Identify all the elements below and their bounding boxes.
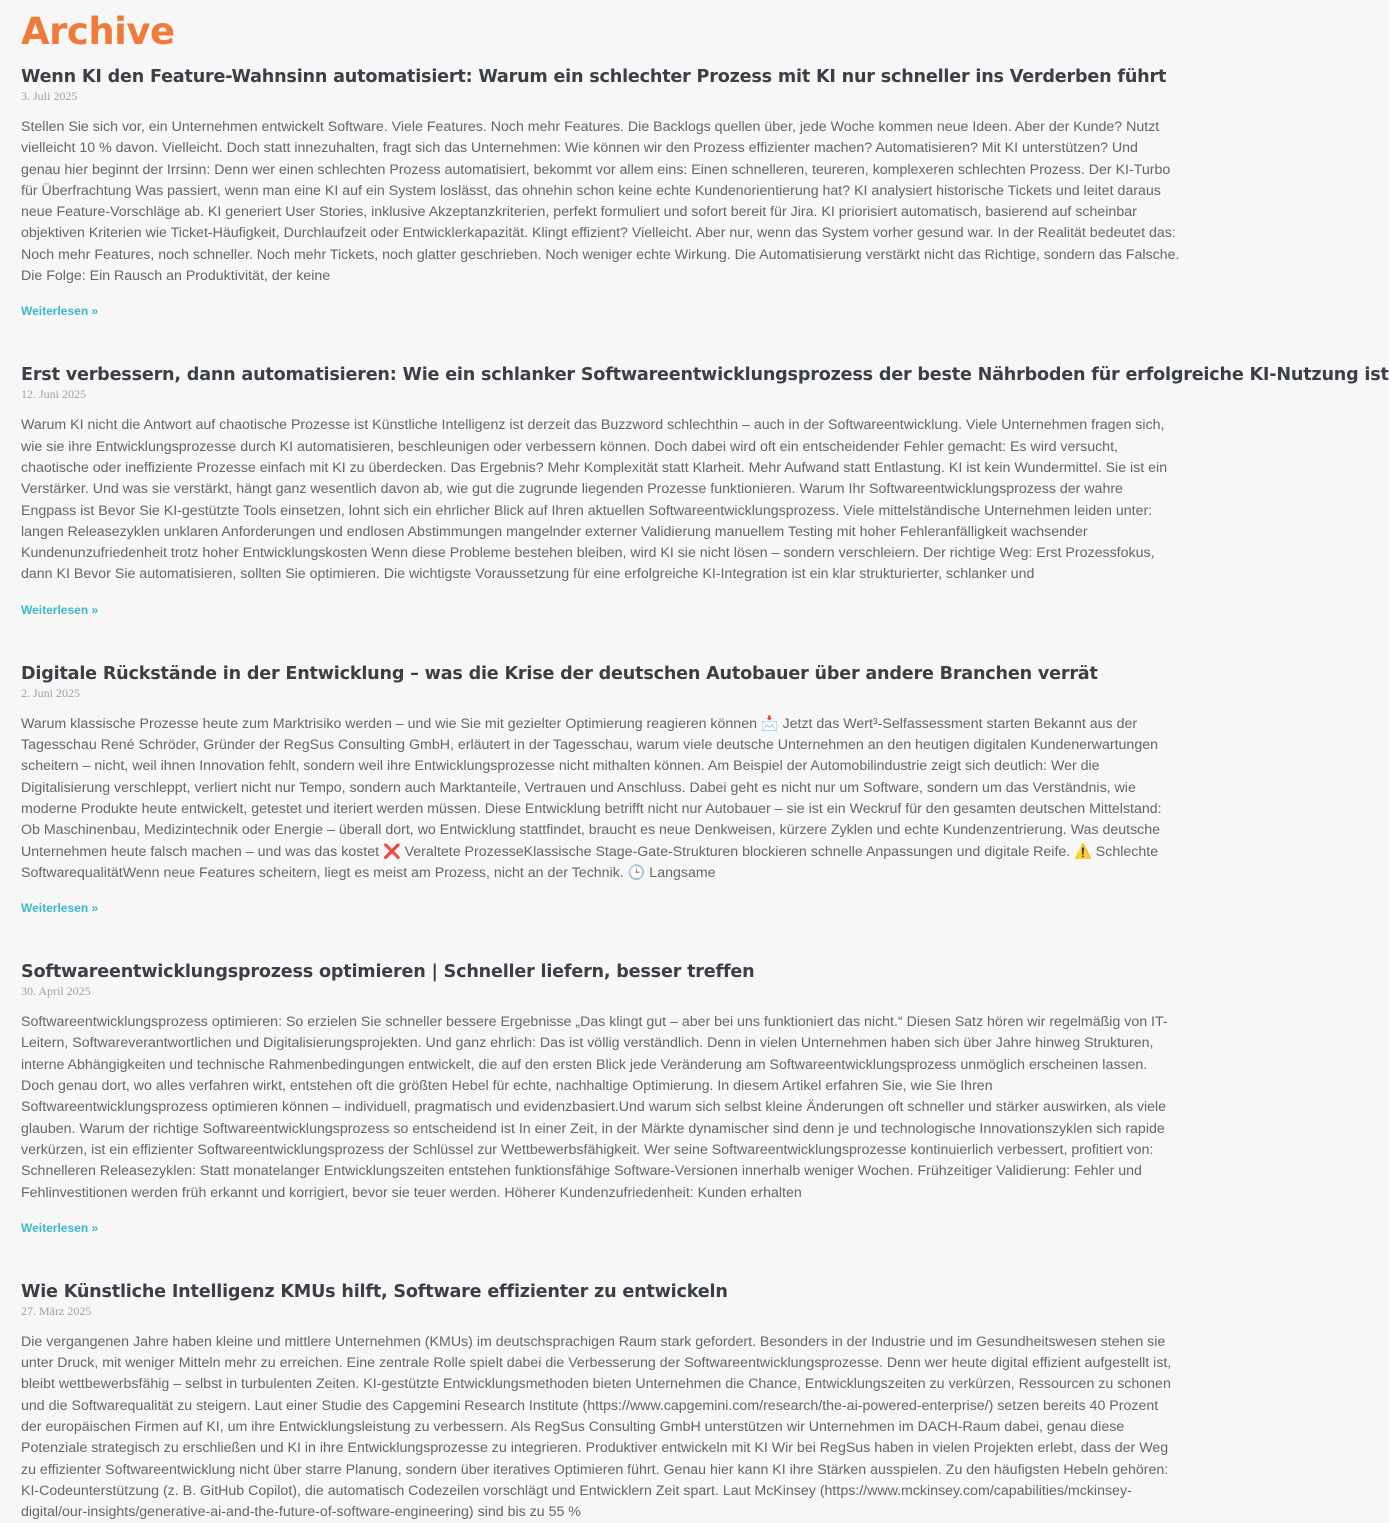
post-2 — [21, 364, 1389, 618]
post-1 — [21, 66, 1180, 320]
post-date: 30. April 2025 — [21, 984, 91, 999]
post-excerpt: Stellen Sie sich vor, ein Unternehmen entwickelt Software. Viele Features. Noch mehr Features. Die Backlogs quellen über, jede Woche kommen neue Ideen. Aber der Kunde? Nutzt vielleicht 10 % davon. Vielleicht. Doch statt innezuhalten, fragt sich das Unternehmen: Wie können wir den Prozess effizienter machen? Automatisieren? Mit KI unterstützen? Und genau hier beginnt der Irrsinn: Denn wer einen schlechten Prozess automatisiert, bekommt vor allem eins: Einen schnelleren, teureren, komplexeren schlechten Prozess. Der KI-Turbo für Überfrachtung Was passiert, wenn man eine KI auf ein System loslässt, das ohnehin schon keine echte Kundenorientierung hat? KI analysiert historische Tickets und leitet daraus neue Feature-Vorschläge ab. KI generiert User Stories, inklusive Akzeptanzkriterien, perfekt formuliert und sofort bereit für Jira. KI priorisiert automatisch, basierend auf scheinbar objektiven Kriterien wie Ticket-Häufigkeit, Durchlaufzeit oder Entwicklerkapazität. Klingt effizient? Vielleicht. Aber nur, wenn das System vorher gesund war. In der Realität bedeutet das: Noch mehr Features, noch schneller. Noch mehr Tickets, noch glatter geschrieben. Noch weniger echte Wirkung. Die Automatisierung verstärkt nicht das Richtige, sondern das Falsche. Die Folge: Ein Rausch an Produktivität, der keine — [21, 119, 1180, 285]
post-date: 3. Juli 2025 — [21, 89, 78, 103]
post-4 — [21, 961, 1180, 1237]
read-more-link[interactable]: Weiterlesen » — [21, 304, 99, 319]
post-title[interactable]: Digitale Rückstände in der Entwicklung – was die Krise der deutschen Autobauer über andere Branchen verrät — [21, 663, 1098, 684]
post-title[interactable]: Softwareentwicklungsprozess optimieren | Schneller liefern, besser treffen — [21, 962, 755, 983]
post-3 — [21, 663, 1180, 917]
post-title[interactable]: Erst verbessern, dann automatisieren: Wie ein schlanker Softwareentwicklungsprozess der beste Nährboden für erfolgreiche KI-Nutzung ist — [21, 365, 1389, 386]
post-excerpt: Warum KI nicht die Antwort auf chaotische Prozesse ist Künstliche Intelligenz ist derzeit das Buzzword schlechthin – auch in der Softwareentwicklung. Viele Unternehmen fragen sich, wie sie ihre Entwicklungsprozesse durch KI automatisieren, beschleunigen oder verbessern können. Doch dabei wird oft ein entscheidender Fehler gemacht: Es wird versucht, chaotische oder ineffiziente Prozesse einfach mit KI zu überdecken. Das Ergebnis? Mehr Komplexität statt Klarheit. Mehr Aufwand statt Entlastung. KI ist kein Wundermittel. Sie ist ein Verstärker. Und was sie verstärkt, hängt ganz wesentlich davon ab, wie gut die zugrunde liegenden Prozesse funktionieren. Warum Ihr Softwareentwicklungsprozess der wahre Engpass ist Bevor Sie KI-gestützte Tools einsetzen, lohnt sich ein ehrlicher Blick auf Ihren aktuellen Softwareentwicklungsprozess. Viele mittelständische Unternehmen leiden unter: langen Releasezyklen unklaren Anforderungen und endlosen Abstimmungen mangelnder externer Validierung manuellem Testing mit hoher Fehleranfälligkeit wachsender Kundenunzufriedenheit trotz hoher Entwicklungskosten Wenn diese Probleme bestehen bleiben, wird KI sie nicht lösen – sondern verschleiern. Der richtige Weg: Erst Prozessfokus, dann KI Bevor Sie automatisieren, sollten Sie optimieren. Die wichtigste Voraussetzung für eine erfolgreiche KI-Integration ist ein klar strukturierter, schlanker und — [21, 417, 1168, 583]
post-excerpt: Warum klassische Prozesse heute zum Marktrisiko werden – und wie Sie mit gezielter Optimierung reagieren können 📩 Jetzt das Wert³-Selfassessment starten Bekannt aus der Tagesschau René Schröder, Gründer der RegSus Consulting GmbH, erläutert in der Tagesschau, warum viele deutsche Unternehmen an den heutigen digitalen Kundenerwartungen scheitern – nicht, weil ihnen Innovation fehlt, sondern weil ihre Entwicklungsprozesse nicht mithalten können. Am Beispiel der Automobilindustrie zeigt sich deutlich: Wer die Digitalisierung verschleppt, verliert nicht nur Tempo, sondern auch Marktanteile, Vertrauen und Anschluss. Dabei geht es nicht nur um Software, sondern um das Verständnis, wie moderne Produkte heute entwickelt, getestet und iteriert werden müssen. Diese Entwicklung betrifft nicht nur Autobauer – sie ist ein Weckruf für den gesamten deutschen Mittelstand: Ob Maschinenbau, Medizintechnik oder Energie – überall dort, wo Entwicklung stattfindet, braucht es neue Denkweisen, kürzere Zyklen und echte Kundenzentrierung. Was deutsche Unternehmen heute falsch machen – und was das kostet ❌ Veraltete ProzesseKlassische Stage-Gate-Strukturen blockieren schnelle Anpassungen und digitale Reife. ⚠️ Schlechte SoftwarequalitätWenn neue Features scheitern, liegt es meist am Prozess, nicht an der Technik. 🕒 Langsame — [21, 715, 1162, 881]
read-more-link[interactable]: Weiterlesen » — [21, 901, 99, 916]
post-date: 2. Juni 2025 — [21, 685, 81, 700]
post-date: 12. Juni 2025 — [21, 387, 87, 402]
page-title: Archive — [21, 10, 175, 53]
read-more-link[interactable]: Weiterlesen » — [21, 1220, 99, 1235]
post-excerpt: Softwareentwicklungsprozess optimieren: So erzielen Sie schneller bessere Ergebnisse „Das klingt gut – aber bei uns funktioniert das nicht.“ Diesen Satz hören wir regelmäßig von IT-Leitern, Softwareverantwortlichen und Digitalisierungsprojekten. Und ganz ehrlich: Das ist völlig verständlich. Denn in vielen Unternehmen haben sich über Jahre hinweg Strukturen, interne Abhängigkeiten und technische Rahmenbedingungen entwickelt, die auf den ersten Blick jede Veränderung am Softwareentwicklungsprozess unmöglich erscheinen lassen. Doch genau dort, wo alles verfahren wirkt, entstehen oft die größten Hebel für echte, nachhaltige Optimierung. In diesem Artikel erfahren Sie, wie Sie Ihren Softwareentwicklungsprozess optimieren können – individuell, pragmatisch und evidenzbasiert.Und warum sich selbst kleine Änderungen oft schneller und stärker auswirken, als viele glauben. Warum der richtige Softwareentwicklungsprozess so entscheidend ist In einer Zeit, in der Märkte dynamischer sind denn je und technologische Innovationszyklen sich rapide verkürzen, ist ein effizienter Softwareentwicklungsprozess der Schlüssel zur Wettbewerbsfähigkeit. Wer seine Softwareentwicklungsprozesse kontinuierlich verbessert, profitiert von: Schnelleren Releasezyklen: Statt monatelanger Entwicklungszeiten entstehen funktionsfähige Software-Versionen innerhalb weniger Wochen. Frühzeitiger Validierung: Fehler und Fehlinvestitionen werden früh erkannt und korrigiert, bevor sie teuer werden. Höherer Kundenzufriedenheit: Kunden erhalten — [21, 1014, 1168, 1201]
post-date: 27. März 2025 — [21, 1303, 92, 1318]
post-excerpt: Die vergangenen Jahre haben kleine und mittlere Unternehmen (KMUs) im deutschsprachigen Raum stark gefordert. Besonders in der Industrie und im Gesundheitswesen stehen sie unter Druck, mit weniger Mitteln mehr zu erreichen. Eine zentrale Rolle spielt dabei die Verbesserung der Softwareentwicklungsprozesse. Denn wer heute digital effizient aufgestellt ist, bleibt wettbewerbsfähig – selbst in turbulenten Zeiten. KI-gestützte Entwicklungsmethoden bieten Unternehmen die Chance, Entwicklungszeiten zu verkürzen, Ressourcen zu schonen und die Softwarequalität zu steigern. Laut einer Studie des Capgemini Research Institute (https://www.capgemini.com/research/the-ai-powered-enterprise/) setzen bereits 40 Prozent der europäischen Firmen auf KI, um ihre Entwicklungsleistung zu verbessern. Als RegSus Consulting GmbH unterstützen wir Unternehmen im DACH-Raum dabei, genau diese Potenziale strategisch zu erschließen und KI in ihre Entwicklungsprozesse zu integrieren. Produktiver entwickeln mit KI Wir bei RegSus haben in vielen Projekten erlebt, dass der Weg zu effizienter Softwareentwicklung nicht über starre Planung, sondern über iteratives Optimieren führt. Genau hier kann KI ihre Stärken ausspielen. Zu den häufigsten Hebeln gehören: KI-Codeunterstützung (z. B. GitHub Copilot), die automatisch Codezeilen vorschlägt und Entwicklern Zeit spart. Laut McKinsey (https://www.mckinsey.com/capabilities/mckinsey-digital/our-insights/generative-ai-and-the-future-of-software-engineering) sind bis zu 55 % — [21, 1333, 1172, 1521]
post-title[interactable]: Wie Künstliche Intelligenz KMUs hilft, Software effizienter zu entwickeln — [21, 1281, 728, 1302]
post-title[interactable]: Wenn KI den Feature-Wahnsinn automatisiert: Warum ein schlechter Prozess mit KI nur schneller ins Verderben führt — [21, 67, 1167, 87]
read-more-link[interactable]: Weiterlesen » — [21, 602, 99, 617]
post-5 — [21, 1281, 1180, 1523]
